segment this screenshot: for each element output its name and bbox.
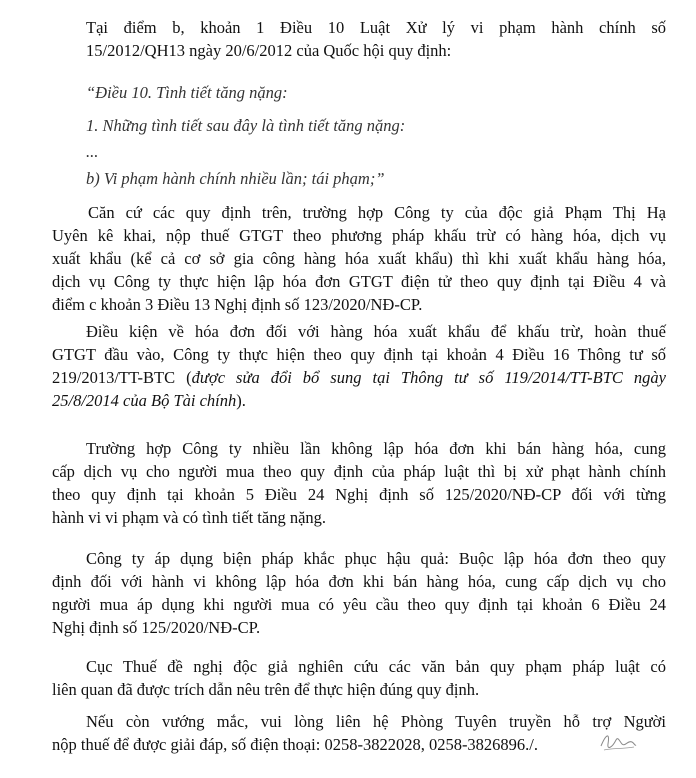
conditions-line-4a: 25/8/2014 của Bộ Tài chính — [52, 391, 237, 410]
paragraph-basis — [86, 201, 666, 224]
conditions-line-1: Điều kiện về hóa đơn đối với hàng hóa xuất khẩu để khấu trừ, hoàn thuế — [86, 322, 666, 341]
paragraph-recommendation-cont — [52, 678, 666, 701]
quote-block — [86, 76, 666, 195]
recommendation-line-2: liên quan đã được trích dẫn nêu trên để thực hiện đúng quy định. — [52, 680, 480, 699]
conditions-line-3b: được sửa đổi bổ sung tại Thông tư số 119/2014/TT-BTC ngày — [191, 368, 667, 387]
penalty-line-2: cấp dịch vụ cho người mua theo quy định của pháp luật thì bị xử phạt hành chính — [52, 462, 666, 481]
contact-line-1: Nếu còn vướng mắc, vui lòng liên hệ Phòng Tuyên truyền hỗ trợ Người — [86, 712, 666, 731]
remedy-line-2: định đối với hành vi không lập hóa đơn khi bán hàng hóa, cung cấp dịch vụ cho — [52, 572, 666, 591]
conditions-line-2: GTGT đầu vào, Công ty thực hiện theo quy định tại khoản 4 Điều 16 Thông tư số — [52, 345, 666, 364]
basis-line-3: xuất khẩu (kể cả cơ sở gia công hàng hóa xuất khẩu) thì khi xuất khẩu hàng hóa, — [52, 249, 666, 268]
basis-line-5: điểm c khoản 3 Điều 13 Nghị định số 123/2020/NĐ-CP. — [52, 295, 423, 314]
quote-line-2: 1. Những tình tiết sau đây là tình tiết tăng nặng: — [86, 116, 406, 135]
paragraph-invoice-conditions-cont — [52, 343, 666, 412]
penalty-line-1: Trường hợp Công ty nhiều lần không lập hóa đơn khi bán hàng hóa, cung — [86, 439, 666, 458]
intro-line-1: Tại điểm b, khoản 1 Điều 10 Luật Xử lý vi phạm hành chính số — [86, 18, 666, 37]
penalty-line-3: theo quy định tại khoản 5 Điều 24 Nghị định số 125/2020/NĐ-CP đối với từng — [52, 485, 666, 504]
paragraph-contact-cont — [52, 733, 666, 756]
quote-line-4: b) Vi phạm hành chính nhiều lần; tái phạm;” — [86, 169, 385, 188]
remedy-line-4: Nghị định số 125/2020/NĐ-CP. — [52, 618, 261, 637]
paragraph-contact — [86, 710, 666, 733]
conditions-line-3a: 219/2013/TT-BTC ( — [52, 368, 192, 387]
remedy-line-1: Công ty áp dụng biện pháp khắc phục hậu quả: Buộc lập hóa đơn theo quy — [86, 549, 666, 568]
quote-ellipsis: ... — [86, 142, 99, 161]
conditions-line-4b: ). — [236, 391, 246, 410]
recommendation-line-1: Cục Thuế đề nghị độc giả nghiên cứu các văn bản quy phạm pháp luật có — [86, 657, 666, 676]
paragraph-penalty — [86, 437, 666, 460]
remedy-line-3: người mua áp dụng khi người mua có yêu cầu theo quy định tại khoản 6 Điều 24 — [52, 595, 666, 614]
basis-line-1: Căn cứ các quy định trên, trường hợp Công ty của độc giả Phạm Thị Hạ — [88, 203, 666, 222]
basis-line-2: Uyên kê khai, nộp thuế GTGT theo phương pháp khấu trừ có hàng hóa, dịch vụ — [52, 226, 666, 245]
paragraph-remedy — [86, 547, 666, 570]
paragraph-penalty-cont — [52, 460, 666, 529]
basis-line-4: dịch vụ Công ty thực hiện lập hóa đơn GTGT điện tử theo quy định tại Điều 4 và — [52, 272, 666, 291]
quote-line-1: “Điều 10. Tình tiết tăng nặng: — [86, 83, 288, 102]
paragraph-remedy-cont — [52, 570, 666, 639]
penalty-line-4: hành vi vi phạm và có tình tiết tăng nặng. — [52, 508, 327, 527]
paragraph-invoice-conditions — [86, 320, 666, 343]
paragraph-basis-cont — [52, 224, 666, 316]
signature-mark — [598, 728, 638, 754]
intro-line-2: 15/2012/QH13 ngày 20/6/2012 của Quốc hội quy định: — [86, 41, 452, 60]
contact-line-2: nộp thuế để được giải đáp, số điện thoại: 0258-3822028, 0258-3826896./. — [52, 735, 539, 754]
paragraph-intro — [86, 16, 666, 62]
paragraph-recommendation — [86, 655, 666, 678]
